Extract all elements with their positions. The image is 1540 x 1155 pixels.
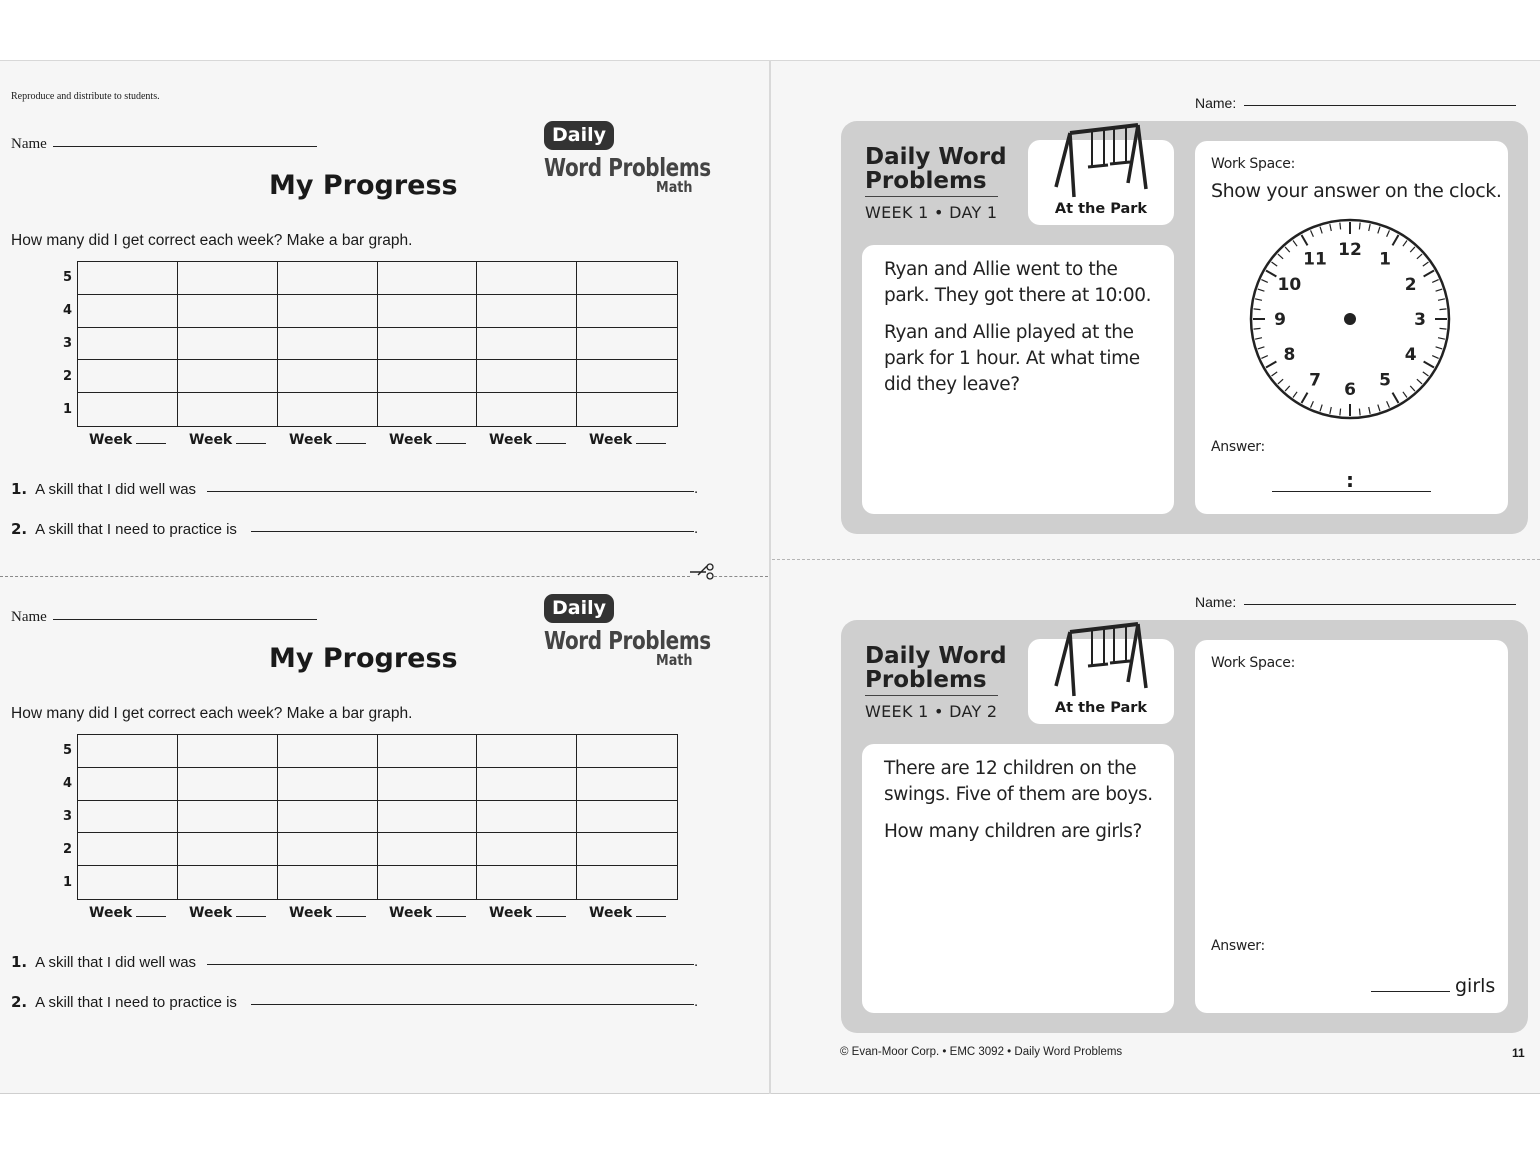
sheet-title: My Progress (269, 643, 458, 674)
sheet-title: My Progress (269, 170, 458, 201)
skill-answer-line[interactable] (251, 1004, 694, 1005)
name-label: Name (11, 609, 47, 625)
name-field[interactable] (53, 146, 317, 147)
clock-number: 7 (1309, 370, 1321, 391)
work-space-label: Work Space: (1211, 156, 1295, 172)
y-label: 5 (62, 743, 72, 758)
name-label: Name: (1195, 594, 1237, 610)
y-label: 2 (62, 842, 72, 857)
clock-minute-tick (1359, 223, 1360, 230)
name-field[interactable] (53, 619, 317, 620)
clock-instruction: Show your answer on the clock. (1211, 180, 1502, 202)
period: . (694, 953, 699, 970)
copyright-footer: © Evan-Moor Corp. • EMC 3092 • Daily Word Problems (840, 1046, 1123, 1058)
clock-number: 6 (1344, 380, 1356, 400)
week-label: Week (389, 905, 466, 921)
page-number: 11 (1512, 1046, 1525, 1060)
logo-word-problems: Word Problems (544, 626, 711, 655)
y-label: 1 (62, 402, 72, 417)
skill-answer-line[interactable] (207, 964, 694, 965)
swing-set-icon (1052, 622, 1148, 698)
skill-prompt: 1. A skill that I did well was (11, 480, 197, 498)
answer-label: Answer: (1211, 938, 1265, 954)
skill-prompt: 1. A skill that I did well was (11, 953, 197, 971)
y-label: 1 (62, 875, 72, 890)
clock-number: 12 (1338, 240, 1362, 260)
answer-line[interactable] (1371, 991, 1450, 992)
y-label: 4 (62, 303, 72, 318)
clock-minute-tick (1254, 328, 1261, 329)
clock-number: 1 (1379, 249, 1391, 270)
cut-line-right (772, 559, 1540, 560)
title-divider (865, 695, 998, 696)
name-label: Name: (1195, 95, 1237, 111)
clock-minute-tick (1254, 309, 1261, 310)
cut-line (0, 576, 690, 577)
clock-face[interactable] (1249, 218, 1451, 420)
y-label: 3 (62, 336, 72, 351)
theme-label: At the Park (1054, 201, 1148, 217)
scissors-icon (690, 562, 716, 582)
week-day-label: WEEK 1 • DAY 1 (865, 203, 998, 222)
answer-unit: girls (1455, 975, 1496, 997)
week-label: Week (189, 432, 266, 448)
book-spine (769, 60, 771, 1094)
bar-graph-grid[interactable] (77, 261, 678, 427)
cut-line-end (714, 576, 768, 577)
clock-number: 8 (1283, 345, 1296, 365)
week-label: Week (489, 905, 566, 921)
swing-set-icon (1052, 123, 1148, 199)
reproduce-note: Reproduce and distribute to students. (11, 91, 160, 102)
period: . (694, 480, 699, 497)
clock-number: 10 (1277, 275, 1302, 295)
week-label: Week (389, 432, 466, 448)
clock-minute-tick (1340, 223, 1341, 230)
problem-text: There are 12 children on the swings. Five of them are boys. How many children are girls? (884, 758, 1153, 842)
card-title: Daily Word Problems (865, 144, 1007, 194)
bar-graph-question: How many did I get correct each week? Make a bar graph. (11, 705, 413, 722)
clock-minute-tick (1440, 328, 1447, 329)
clock-number: 5 (1379, 370, 1391, 391)
name-field[interactable] (1244, 604, 1516, 605)
logo-daily: Daily (544, 594, 614, 623)
card-title: Daily Word Problems (865, 643, 1007, 693)
skill-prompt: 2. A skill that I need to practice is (11, 993, 237, 1011)
logo-math: Math (656, 651, 693, 669)
clock-number: 2 (1404, 275, 1417, 295)
skill-answer-line[interactable] (251, 531, 694, 532)
skill-prompt: 2. A skill that I need to practice is (11, 520, 237, 538)
work-space-panel[interactable] (1195, 640, 1508, 1013)
clock-minute-tick (1359, 409, 1360, 416)
clock-number: 11 (1303, 249, 1327, 270)
answer-label: Answer: (1211, 439, 1265, 455)
week-label: Week (89, 432, 166, 448)
bar-graph-grid[interactable] (77, 734, 678, 900)
answer-colon: : (1346, 468, 1354, 492)
week-label: Week (589, 432, 666, 448)
week-label: Week (589, 905, 666, 921)
week-label: Week (489, 432, 566, 448)
week-label: Week (289, 432, 366, 448)
theme-label: At the Park (1054, 700, 1148, 716)
period: . (694, 520, 699, 537)
logo-math: Math (656, 178, 693, 196)
title-divider (865, 196, 998, 197)
logo-daily: Daily (544, 121, 614, 150)
problem-text: Ryan and Allie went to the park. They got there at 10:00. Ryan and Allie played at the park for 1 hour. At what time did they leave? (884, 259, 1152, 395)
week-label: Week (189, 905, 266, 921)
week-label: Week (89, 905, 166, 921)
y-label: 4 (62, 776, 72, 791)
clock-minute-tick (1440, 309, 1447, 310)
skill-answer-line[interactable] (207, 491, 694, 492)
period: . (694, 993, 699, 1010)
y-label: 3 (62, 809, 72, 824)
clock-number: 9 (1274, 310, 1286, 330)
clock-number: 3 (1414, 310, 1426, 330)
work-space-label: Work Space: (1211, 655, 1295, 671)
logo-word-problems: Word Problems (544, 153, 711, 182)
y-label: 2 (62, 369, 72, 384)
week-day-label: WEEK 1 • DAY 2 (865, 702, 998, 721)
clock-minute-tick (1340, 409, 1341, 416)
y-label: 5 (62, 270, 72, 285)
bar-graph-question: How many did I get correct each week? Make a bar graph. (11, 232, 413, 249)
clock-number: 4 (1404, 345, 1417, 365)
name-label: Name (11, 136, 47, 152)
week-label: Week (289, 905, 366, 921)
name-field[interactable] (1244, 105, 1516, 106)
